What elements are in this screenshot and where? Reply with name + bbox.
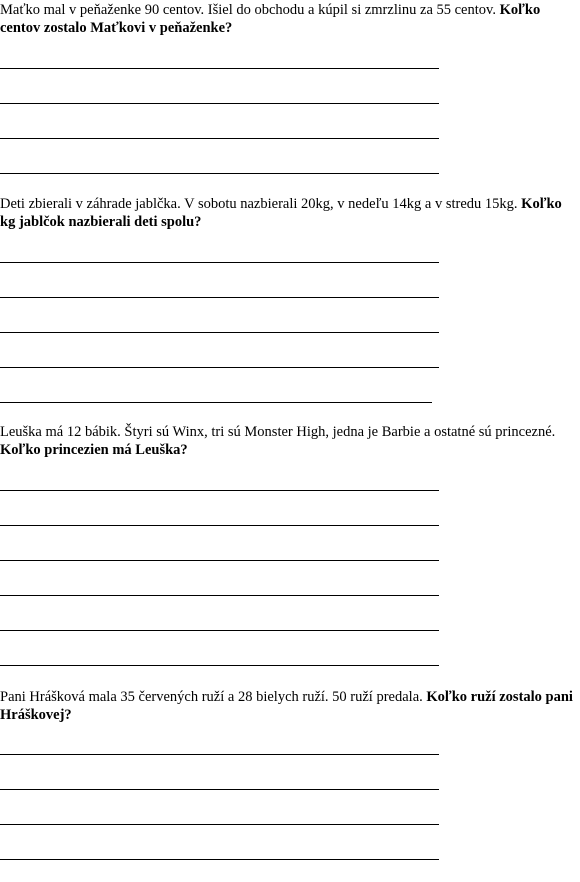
problem-3-statement: Leuška má 12 bábik. Štyri sú Winx, tri sú Monster High, jedna je Barbie a ostatné sú princezné. [0, 424, 556, 440]
problem-2-statement: Deti zbierali v záhrade jablčka. V sobotu nazbierali 20kg, v nedeľu 14kg a v stredu 15kg. [0, 196, 522, 212]
answer-line[interactable] [0, 262, 439, 263]
problem-4-statement: Pani Hrášková mala 35 červených ruží a 28 bielych ruží. 50 ruží predala. [0, 689, 427, 705]
answer-line[interactable] [0, 68, 439, 69]
answer-line[interactable] [0, 824, 439, 825]
answer-line[interactable] [0, 789, 439, 790]
problem-4-question: Koľko ruží zostalo pani Hráškovej? [0, 689, 573, 723]
answer-line[interactable] [0, 665, 439, 666]
answer-line[interactable] [0, 595, 439, 596]
answer-line[interactable] [0, 297, 439, 298]
answer-line[interactable] [0, 367, 439, 368]
answer-line[interactable] [0, 332, 439, 333]
answer-line[interactable] [0, 560, 439, 561]
problem-3-question: Koľko princezien má Leuška? [0, 442, 188, 458]
problem-1-question: Koľko centov zostalo Maťkovi v peňaženke? [0, 2, 541, 36]
answer-line[interactable] [0, 173, 439, 174]
problem-2-question: Koľko kg jablčok nazbierali deti spolu? [0, 196, 562, 230]
answer-line[interactable] [0, 490, 439, 491]
answer-line[interactable] [0, 402, 432, 403]
problem-2-text [0, 195, 580, 231]
problem-1-statement: Maťko mal v peňaženke 90 centov. Išiel do obchodu a kúpil si zmrzlinu za 55 centov. [0, 2, 500, 18]
problem-3-text [0, 423, 580, 459]
answer-line[interactable] [0, 754, 439, 755]
answer-line[interactable] [0, 630, 439, 631]
problem-4-text [0, 688, 580, 724]
problem-1-text [0, 1, 580, 37]
answer-line[interactable] [0, 103, 439, 104]
answer-line[interactable] [0, 138, 439, 139]
answer-line[interactable] [0, 525, 439, 526]
answer-line[interactable] [0, 859, 439, 860]
